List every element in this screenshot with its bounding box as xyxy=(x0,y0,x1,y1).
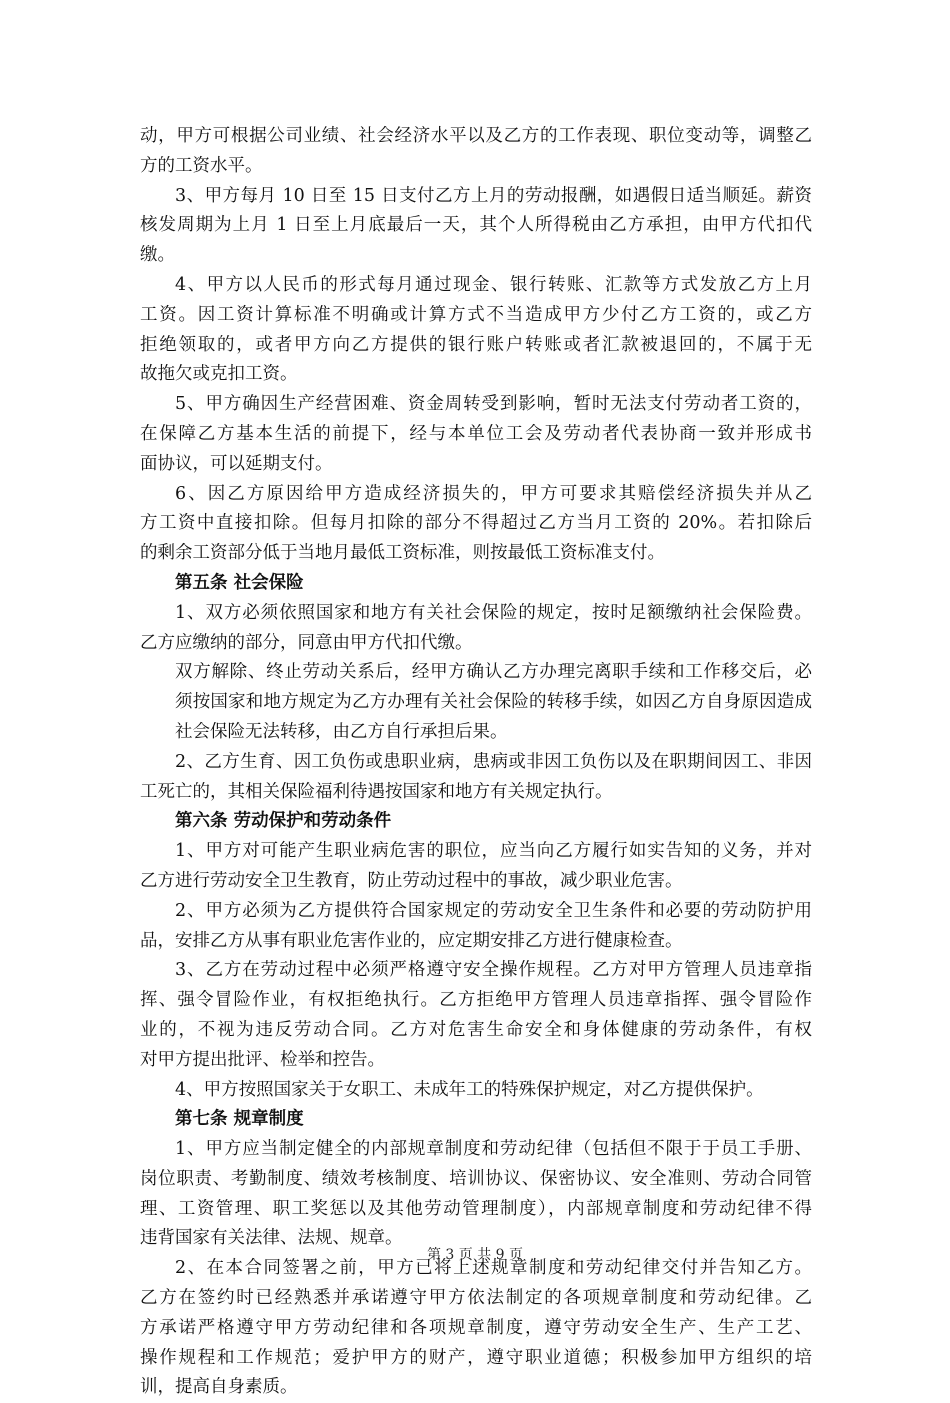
text-line: 动，甲方可根据公司业绩、社会经济水平以及乙方的工作表现、职位变动等，调整乙 xyxy=(140,126,812,146)
text-line: 故拖欠或克扣工资。 xyxy=(140,364,298,385)
text-line: 4、甲方以人民币的形式每月通过现金、银行转账、汇款等方式发放乙方上月 xyxy=(175,274,812,295)
text-line: 6、因乙方原因给甲方造成经济损失的，甲方可要求其赔偿经济损失并从乙 xyxy=(175,483,812,504)
text-line: 2、在本合同签署之前，甲方已将上述规章制度和劳动纪律交付并告知乙方。 xyxy=(175,1258,812,1279)
text-line: 须按国家和地方规定为乙方办理有关社会保险的转移手续，如因乙方自身原因造成 xyxy=(175,692,812,713)
text-line: 核发周期为上月 1 日至上月底最后一天，其个人所得税由乙方承担，由甲方代扣代 xyxy=(140,215,812,236)
text-line: 乙方进行劳动安全卫生教育，防止劳动过程中的事故，减少职业危害。 xyxy=(140,870,683,891)
text-line: 的剩余工资部分低于当地月最低工资标准，则按最低工资标准支付。 xyxy=(140,543,665,564)
text-line: 面协议，可以延期支付。 xyxy=(140,453,333,474)
text-line: 1、甲方应当制定健全的内部规章制度和劳动纪律（包括但不限于于员工手册、 xyxy=(175,1139,812,1160)
text-line: 2、甲方必须为乙方提供符合国家规定的劳动安全卫生条件和必要的劳动防护用 xyxy=(175,900,812,921)
text-line: 1、甲方对可能产生职业病危害的职位，应当向乙方履行如实告知的义务，并对 xyxy=(175,841,812,862)
text-line: 工资。因工资计算标准不明确或计算方式不当造成甲方少付乙方工资的，或乙方 xyxy=(140,304,812,325)
text-line: 双方解除、终止劳动关系后，经甲方确认乙方办理完离职手续和工作移交后，必 xyxy=(175,662,812,683)
text-line: 拒绝领取的，或者甲方向乙方提供的银行账户转账或者汇款被退回的，不属于无 xyxy=(140,334,812,355)
text-line: 3、乙方在劳动过程中必须严格遵守安全操作规程。乙方对甲方管理人员违章指 xyxy=(175,960,812,981)
text-line: 1、双方必须依照国家和地方有关社会保险的规定，按时足额缴纳社会保险费。 xyxy=(175,602,812,623)
section-heading: 第七条 规章制度 xyxy=(175,1109,304,1130)
text-line: 乙方在签约时已经熟悉并承诺遵守甲方依法制定的各项规章制度和劳动纪律。乙 xyxy=(140,1288,812,1309)
text-line: 业的，不视为违反劳动合同。乙方对危害生命安全和身体健康的劳动条件，有权 xyxy=(140,1019,812,1040)
text-line: 4、甲方按照国家关于女职工、未成年工的特殊保护规定，对乙方提供保护。 xyxy=(175,1079,764,1100)
page-number: 第 3 页 共 9 页 xyxy=(426,1247,524,1263)
text-line: 缴。 xyxy=(140,245,175,266)
text-line: 2、乙方生育、因工负伤或患职业病，患病或非因工负伤以及在职期间因工、非因 xyxy=(175,751,812,772)
text-line: 方工资中直接扣除。但每月扣除的部分不得超过乙方当月工资的 20%。若扣除后 xyxy=(140,513,812,534)
section-heading: 第五条 社会保险 xyxy=(175,572,304,593)
text-line: 方的工资水平。 xyxy=(140,155,263,176)
text-line: 挥、强令冒险作业，有权拒绝执行。乙方拒绝甲方管理人员违章指挥、强令冒险作 xyxy=(140,990,812,1011)
text-line: 3、甲方每月 10 日至 15 日支付乙方上月的劳动报酬，如遇假日适当顺延。薪资 xyxy=(175,185,812,206)
document-body xyxy=(140,122,812,1403)
text-line: 理、工资管理、职工奖惩以及其他劳动管理制度），内部规章制度和劳动纪律不得 xyxy=(140,1198,812,1219)
text-line: 方承诺严格遵守甲方劳动纪律和各项规章制度，遵守劳动安全生产、生产工艺、 xyxy=(140,1317,812,1338)
text-line: 社会保险无法转移，由乙方自行承担后果。 xyxy=(175,721,508,742)
text-line: 对甲方提出批评、检举和控告。 xyxy=(140,1049,385,1070)
text-line: 乙方应缴纳的部分，同意由甲方代扣代缴。 xyxy=(140,632,473,653)
section-heading: 第六条 劳动保护和劳动条件 xyxy=(175,811,392,832)
text-line: 岗位职责、考勤制度、绩效考核制度、培训协议、保密协议、安全准则、劳动合同管 xyxy=(140,1168,812,1189)
text-line: 在保障乙方基本生活的前提下，经与本单位工会及劳动者代表协商一致并形成书 xyxy=(140,423,812,444)
text-line: 工死亡的，其相关保险福利待遇按国家和地方有关规定执行。 xyxy=(140,781,613,802)
text-line: 操作规程和工作规范；爱护甲方的财产，遵守职业道德；积极参加甲方组织的培 xyxy=(140,1347,812,1368)
text-line: 品，安排乙方从事有职业危害作业的，应定期安排乙方进行健康检查。 xyxy=(140,930,683,951)
text-line: 违背国家有关法律、法规、规章。 xyxy=(140,1228,403,1249)
text-line: 5、甲方确因生产经营困难、资金周转受到影响，暂时无法支付劳动者工资的， xyxy=(175,394,812,415)
text-line: 训，提高自身素质。 xyxy=(140,1377,298,1398)
